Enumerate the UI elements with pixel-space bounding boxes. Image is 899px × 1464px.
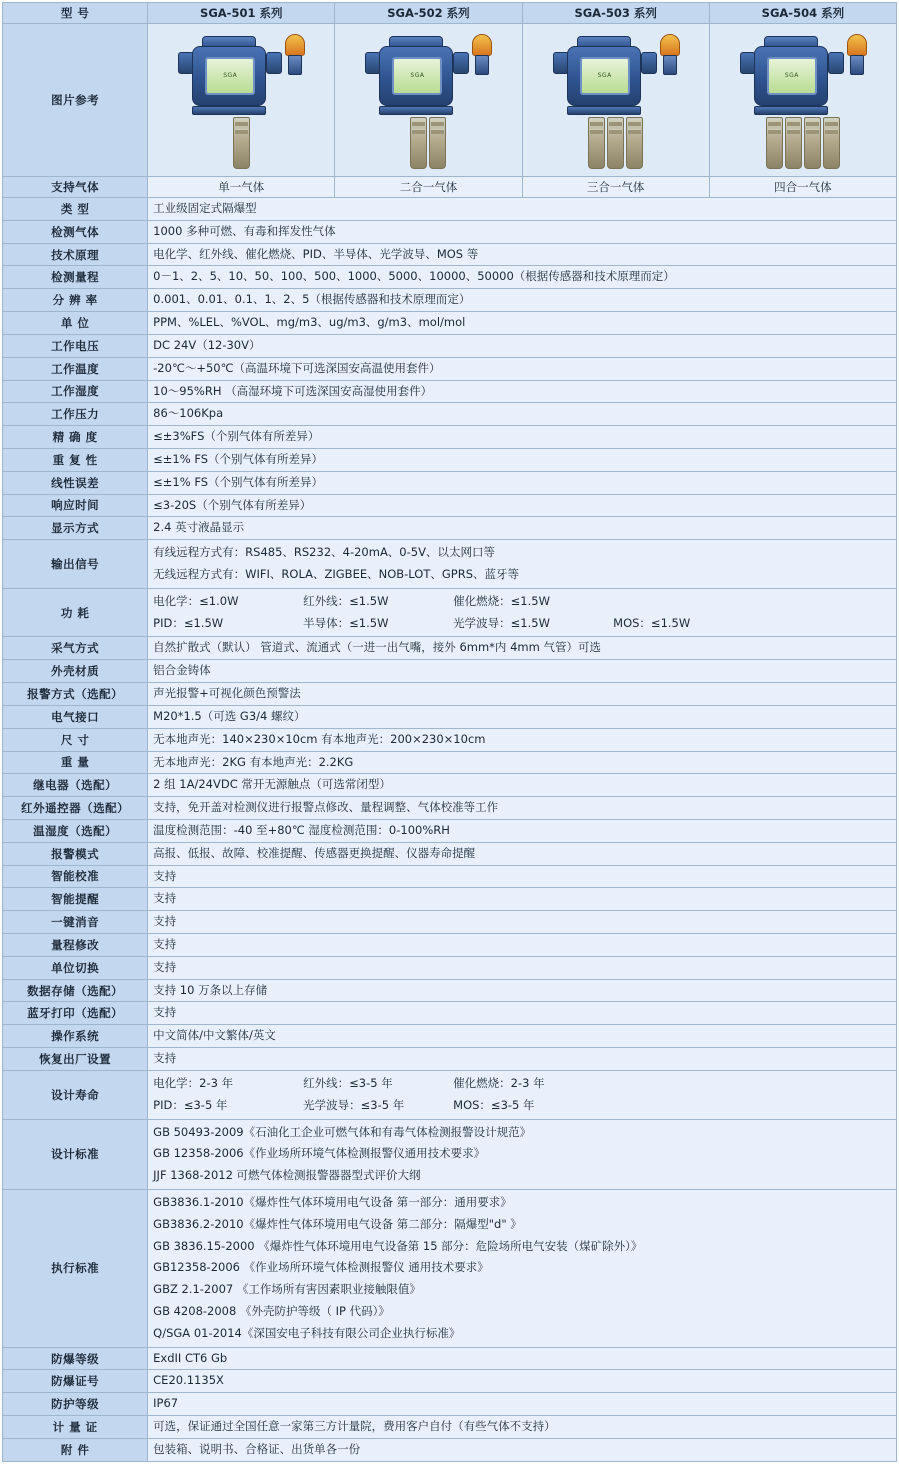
table-row-linearity [3, 471, 897, 494]
row-value-linearity: ≤±1% FS（个别气体有所差异） [148, 471, 897, 494]
row-value-dimensions: 无本地声光：140×230×10cm 有本地声光：200×230×10cm [148, 728, 897, 751]
row-value-os: 中文简体/中文繁体/英文 [148, 1025, 897, 1048]
model-header-501: SGA-501 系列 [148, 3, 335, 24]
enclosure-body [567, 46, 641, 106]
row-value-electrical-interface: M20*1.5（可选 G3/4 螺纹） [148, 705, 897, 728]
row-value-alarm-mode: 高报、低报、故障、校准提醒、传感器更换提醒、仪器寿命提醒 [148, 842, 897, 865]
row-label-smart-calibration: 智能校准 [3, 865, 148, 888]
gas-detector-illustration-2sensor [353, 26, 503, 174]
power-infrared: 红外线：≤1.5W [303, 593, 389, 608]
table-row-alarm-mode [3, 842, 897, 865]
product-image-502 [335, 24, 522, 177]
row-label-ip-grade: 防护等级 [3, 1393, 148, 1416]
row-value-repeatability: ≤±1% FS（个别气体有所差异） [148, 448, 897, 471]
row-label-dimensions: 尺 寸 [3, 728, 148, 751]
table-row-power [3, 588, 897, 637]
sensor-group-4 [728, 104, 878, 169]
enclosure-body [754, 46, 828, 106]
specification-table [2, 2, 897, 1462]
row-label-pressure: 工作压力 [3, 403, 148, 426]
gas-support-503: 三合一气体 [522, 177, 709, 198]
alarm-beacon-icon [846, 34, 868, 74]
row-value-metrology-cert: 可选，保证通过全国任意一家第三方计量院，费用客户自付（有些气体不支持） [148, 1416, 897, 1439]
row-value-smart-reminder: 支持 [148, 888, 897, 911]
lifespan-electrochemical: 电化学：2-3 年 [153, 1075, 234, 1090]
exec-standard-line-6: GB 4208-2008 《外壳防护等级（ IP 代码）》 [153, 1304, 390, 1318]
table-row-range [3, 266, 897, 289]
row-value-exec-standard [148, 1189, 897, 1347]
power-catalytic: 催化燃烧：≤1.5W [453, 593, 550, 608]
exec-standard-line-3: GB 3836.15-2000 《爆炸性气体环境用电气设备第 15 部分：危险场所电气安装（煤矿除外）》 [153, 1238, 643, 1253]
sensor-probe [588, 117, 605, 169]
row-label-electrical-interface: 电气接口 [3, 705, 148, 728]
exec-standard-line-1: GB3836.1-2010《爆炸性气体环境用电气设备 第一部分：通用要求》 [153, 1194, 512, 1209]
table-row-tech-principle [3, 243, 897, 266]
exec-standard-line-7: Q/SGA 01-2014《深国安电子科技有限公司企业执行标准》 [153, 1325, 461, 1340]
lcd-text-4: SGA [784, 72, 799, 79]
row-label-bluetooth-print: 蓝牙打印（选配） [3, 1002, 148, 1025]
row-label-unit-switch: 单位切换 [3, 956, 148, 979]
table-row-sampling [3, 637, 897, 660]
exec-standard-line-4: GB12358-2006 《作业场所环境气体检测报警仪 通用技术要求》 [153, 1260, 489, 1275]
model-header-502: SGA-502 系列 [335, 3, 522, 24]
mount-lug-right [266, 52, 282, 74]
row-value-accuracy: ≤±3%FS（个别气体有所差异） [148, 426, 897, 449]
alarm-beacon-icon [284, 34, 306, 74]
output-signal-wireless: 无线远程方式有：WIFI、ROLA、ZIGBEE、NOB-LOT、GPRS、蓝牙等 [153, 567, 520, 581]
table-row-factory-reset [3, 1048, 897, 1071]
row-value-ip-grade: IP67 [148, 1393, 897, 1416]
table-row-design-standard [3, 1119, 897, 1189]
row-label-data-storage: 数据存储（选配） [3, 979, 148, 1002]
row-label-design-standard: 设计标准 [3, 1119, 148, 1189]
lifespan-catalytic: 催化燃烧：2-3 年 [453, 1075, 545, 1090]
table-row-weight [3, 751, 897, 774]
row-value-range: 0－1、2、5、10、50、100、500、1000、5000、10000、50000（根据传感器和技术原理而定） [148, 266, 897, 289]
sensor-probe [429, 117, 446, 169]
row-label-relay: 继电器（选配） [3, 774, 148, 797]
table-row-temp-humidity-option [3, 819, 897, 842]
sensor-probe [766, 117, 783, 169]
table-row-gas-support [3, 177, 897, 198]
table-row-bluetooth-print [3, 1002, 897, 1025]
row-label-power: 功 耗 [3, 588, 148, 637]
row-label-humidity: 工作湿度 [3, 380, 148, 403]
table-row-voltage [3, 334, 897, 357]
row-label-exec-standard: 执行标准 [3, 1189, 148, 1347]
gas-support-504: 四合一气体 [709, 177, 896, 198]
row-value-unit: PPM、%LEL、%VOL、mg/m3、ug/m3、g/m3、mol/mol [148, 312, 897, 335]
row-label-type: 类 型 [3, 198, 148, 221]
mount-lug-right [453, 52, 469, 74]
sensor-probe [233, 117, 250, 169]
product-image-504 [709, 24, 896, 177]
table-row-pressure [3, 403, 897, 426]
table-row-detect-gas [3, 220, 897, 243]
power-pid: PID：≤1.5W [153, 615, 224, 630]
row-label-os: 操作系统 [3, 1025, 148, 1048]
row-label-housing: 外壳材质 [3, 660, 148, 683]
row-label-voltage: 工作电压 [3, 334, 148, 357]
table-row-ex-cert [3, 1370, 897, 1393]
lifespan-line-1 [153, 1073, 891, 1095]
gas-detector-illustration-1sensor [166, 26, 316, 174]
lifespan-mos: MOS：≤3-5 年 [453, 1097, 535, 1112]
gas-support-502: 二合一气体 [335, 177, 522, 198]
table-row-image-reference [3, 24, 897, 177]
table-row-output-signal [3, 540, 897, 589]
table-row-ir-remote [3, 797, 897, 820]
gas-detector-illustration-3sensor [541, 26, 691, 174]
row-label-detect-gas: 检测气体 [3, 220, 148, 243]
table-row-resolution [3, 289, 897, 312]
row-value-smart-calibration: 支持 [148, 865, 897, 888]
row-value-relay: 2 组 1A/24VDC 常开无源触点（可选常闭型） [148, 774, 897, 797]
row-value-power [148, 588, 897, 637]
alarm-beacon-icon [471, 34, 493, 74]
table-row-type [3, 198, 897, 221]
row-label-response-time: 响应时间 [3, 494, 148, 517]
exec-standard-line-2: GB3836.2-2010《爆炸性气体环境用电气设备 第二部分：隔爆型"d" 》 [153, 1216, 522, 1231]
row-value-display: 2.4 英寸液晶显示 [148, 517, 897, 540]
enclosure-body [192, 46, 266, 106]
table-row-metrology-cert [3, 1416, 897, 1439]
row-label-accuracy: 精 确 度 [3, 426, 148, 449]
row-label-metrology-cert: 计 量 证 [3, 1416, 148, 1439]
row-value-bluetooth-print: 支持 [148, 1002, 897, 1025]
row-label-sampling: 采气方式 [3, 637, 148, 660]
row-value-output-signal [148, 540, 897, 589]
row-label-alarm-method: 报警方式（选配） [3, 683, 148, 706]
table-row-unit [3, 312, 897, 335]
row-value-voltage: DC 24V（12-30V） [148, 334, 897, 357]
sensor-probe [626, 117, 643, 169]
sensor-group-2 [353, 104, 503, 169]
table-row-response-time [3, 494, 897, 517]
lcd-display [767, 57, 817, 95]
lcd-text-3: SGA [597, 72, 612, 79]
row-value-pressure: 86～106Kpa [148, 403, 897, 426]
table-row-housing [3, 660, 897, 683]
table-row-relay [3, 774, 897, 797]
power-line-1 [153, 591, 891, 613]
row-value-ex-grade: ExdII CT6 Gb [148, 1347, 897, 1370]
sensor-probe [804, 117, 821, 169]
table-row-one-key-mute [3, 911, 897, 934]
lcd-display [392, 57, 442, 95]
row-label-temperature: 工作温度 [3, 357, 148, 380]
enclosure-body [379, 46, 453, 106]
mount-lug-right [641, 52, 657, 74]
row-label-one-key-mute: 一键消音 [3, 911, 148, 934]
lcd-text-2: SGA [410, 72, 425, 79]
table-row-accessories [3, 1438, 897, 1461]
row-value-factory-reset: 支持 [148, 1048, 897, 1071]
row-label-resolution: 分 辨 率 [3, 289, 148, 312]
row-value-humidity: 10～95%RH （高湿环境下可选深国安高湿使用套件） [148, 380, 897, 403]
row-label-alarm-mode: 报警模式 [3, 842, 148, 865]
row-value-ir-remote: 支持，免开盖对检测仪进行报警点修改、量程调整、气体校准等工作 [148, 797, 897, 820]
row-label-weight: 重 量 [3, 751, 148, 774]
table-row-alarm-method [3, 683, 897, 706]
lifespan-optical: 光学波导：≤3-5 年 [303, 1097, 405, 1112]
table-row-unit-switch [3, 956, 897, 979]
row-label-image-reference: 图片参考 [3, 24, 148, 177]
table-row-os [3, 1025, 897, 1048]
model-header-504: SGA-504 系列 [709, 3, 896, 24]
row-value-accessories: 包装箱、说明书、合格证、出货单各一份 [148, 1438, 897, 1461]
row-label-model: 型 号 [3, 3, 148, 24]
output-signal-wired: 有线远程方式有：RS485、RS232、4-20mA、0-5V、以太网口等 [153, 545, 495, 560]
sensor-group-1 [166, 104, 316, 169]
table-row-display [3, 517, 897, 540]
row-label-output-signal: 输出信号 [3, 540, 148, 589]
alarm-beacon-icon [659, 34, 681, 74]
row-value-lifespan [148, 1070, 897, 1119]
row-value-sampling: 自然扩散式（默认） 管道式、流通式（一进一出气嘴，接外 6mm*内 4mm 气管）可选 [148, 637, 897, 660]
design-standard-line-3: JJF 1368-2012 可燃气体检测报警器器型式评价大纲 [153, 1168, 421, 1183]
table-row-exec-standard [3, 1189, 897, 1347]
power-optical: 光学波导：≤1.5W [453, 615, 550, 630]
product-image-503 [522, 24, 709, 177]
row-value-design-standard [148, 1119, 897, 1189]
sensor-probe [785, 117, 802, 169]
row-label-tech-principle: 技术原理 [3, 243, 148, 266]
row-label-display: 显示方式 [3, 517, 148, 540]
row-value-type: 工业级固定式隔爆型 [148, 198, 897, 221]
lifespan-infrared: 红外线：≤3-5 年 [303, 1075, 393, 1090]
table-row-range-modify [3, 934, 897, 957]
power-line-2 [153, 613, 891, 635]
product-image-501 [148, 24, 335, 177]
row-label-accessories: 附 件 [3, 1438, 148, 1461]
row-value-response-time: ≤3-20S（个别气体有所差异） [148, 494, 897, 517]
power-mos: MOS：≤1.5W [613, 615, 691, 630]
row-value-ex-cert: CE20.1135X [148, 1370, 897, 1393]
design-standard-line-2: GB 12358-2006《作业场所环境气体检测报警仪通用技术要求》 [153, 1146, 486, 1161]
row-value-detect-gas: 1000 多种可燃、有毒和挥发性气体 [148, 220, 897, 243]
row-label-linearity: 线性误差 [3, 471, 148, 494]
row-value-one-key-mute: 支持 [148, 911, 897, 934]
row-label-range-modify: 量程修改 [3, 934, 148, 957]
table-row-humidity [3, 380, 897, 403]
lifespan-pid: PID：≤3-5 年 [153, 1097, 228, 1112]
row-value-tech-principle: 电化学、红外线、催化燃烧、PID、半导体、光学波导、MOS 等 [148, 243, 897, 266]
sensor-probe [410, 117, 427, 169]
sensor-probe [823, 117, 840, 169]
table-row-smart-reminder [3, 888, 897, 911]
design-standard-line-1: GB 50493-2009《石油化工企业可燃气体和有毒气体检测报警设计规范》 [153, 1124, 532, 1139]
gas-support-501: 单一气体 [148, 177, 335, 198]
row-label-repeatability: 重 复 性 [3, 448, 148, 471]
power-semiconductor: 半导体：≤1.5W [303, 615, 389, 630]
lcd-display [580, 57, 630, 95]
spec-sheet [0, 2, 899, 1462]
gas-detector-illustration-4sensor [728, 26, 878, 174]
model-header-503: SGA-503 系列 [522, 3, 709, 24]
row-label-gas-support: 支持气体 [3, 177, 148, 198]
row-value-temp-humidity-option: 温度检测范围：-40 至+80℃ 湿度检测范围：0-100%RH [148, 819, 897, 842]
table-row-model-header [3, 3, 897, 24]
lcd-text-1: SGA [223, 72, 238, 79]
table-row-dimensions [3, 728, 897, 751]
mount-lug-right [828, 52, 844, 74]
row-label-ex-cert: 防爆证号 [3, 1370, 148, 1393]
table-row-ip-grade [3, 1393, 897, 1416]
row-value-temperature: -20℃～+50℃（高温环境下可选深国安高温使用套件） [148, 357, 897, 380]
lcd-display [205, 57, 255, 95]
row-label-ex-grade: 防爆等级 [3, 1347, 148, 1370]
row-label-temp-humidity-option: 温湿度（选配） [3, 819, 148, 842]
row-value-unit-switch: 支持 [148, 956, 897, 979]
row-value-resolution: 0.001、0.01、0.1、1、2、5（根据传感器和技术原理而定） [148, 289, 897, 312]
row-value-weight: 无本地声光：2KG 有本地声光：2.2KG [148, 751, 897, 774]
sensor-probe [607, 117, 624, 169]
row-value-range-modify: 支持 [148, 934, 897, 957]
row-label-smart-reminder: 智能提醒 [3, 888, 148, 911]
row-value-data-storage: 支持 10 万条以上存储 [148, 979, 897, 1002]
row-value-alarm-method: 声光报警+可视化颜色预警法 [148, 683, 897, 706]
table-row-accuracy [3, 426, 897, 449]
table-row-electrical-interface [3, 705, 897, 728]
row-label-range: 检测量程 [3, 266, 148, 289]
row-label-lifespan: 设计寿命 [3, 1070, 148, 1119]
table-row-temperature [3, 357, 897, 380]
table-row-lifespan [3, 1070, 897, 1119]
power-electrochemical: 电化学：≤1.0W [153, 593, 239, 608]
sensor-group-3 [541, 104, 691, 169]
table-row-data-storage [3, 979, 897, 1002]
exec-standard-line-5: GBZ 2.1-2007 《工作场所有害因素职业接触限值》 [153, 1282, 421, 1297]
table-row-repeatability [3, 448, 897, 471]
table-row-smart-calibration [3, 865, 897, 888]
lifespan-line-2 [153, 1095, 891, 1117]
row-label-factory-reset: 恢复出厂设置 [3, 1048, 148, 1071]
row-label-ir-remote: 红外遥控器（选配） [3, 797, 148, 820]
row-value-housing: 铝合金铸体 [148, 660, 897, 683]
row-label-unit: 单 位 [3, 312, 148, 335]
table-row-ex-grade [3, 1347, 897, 1370]
